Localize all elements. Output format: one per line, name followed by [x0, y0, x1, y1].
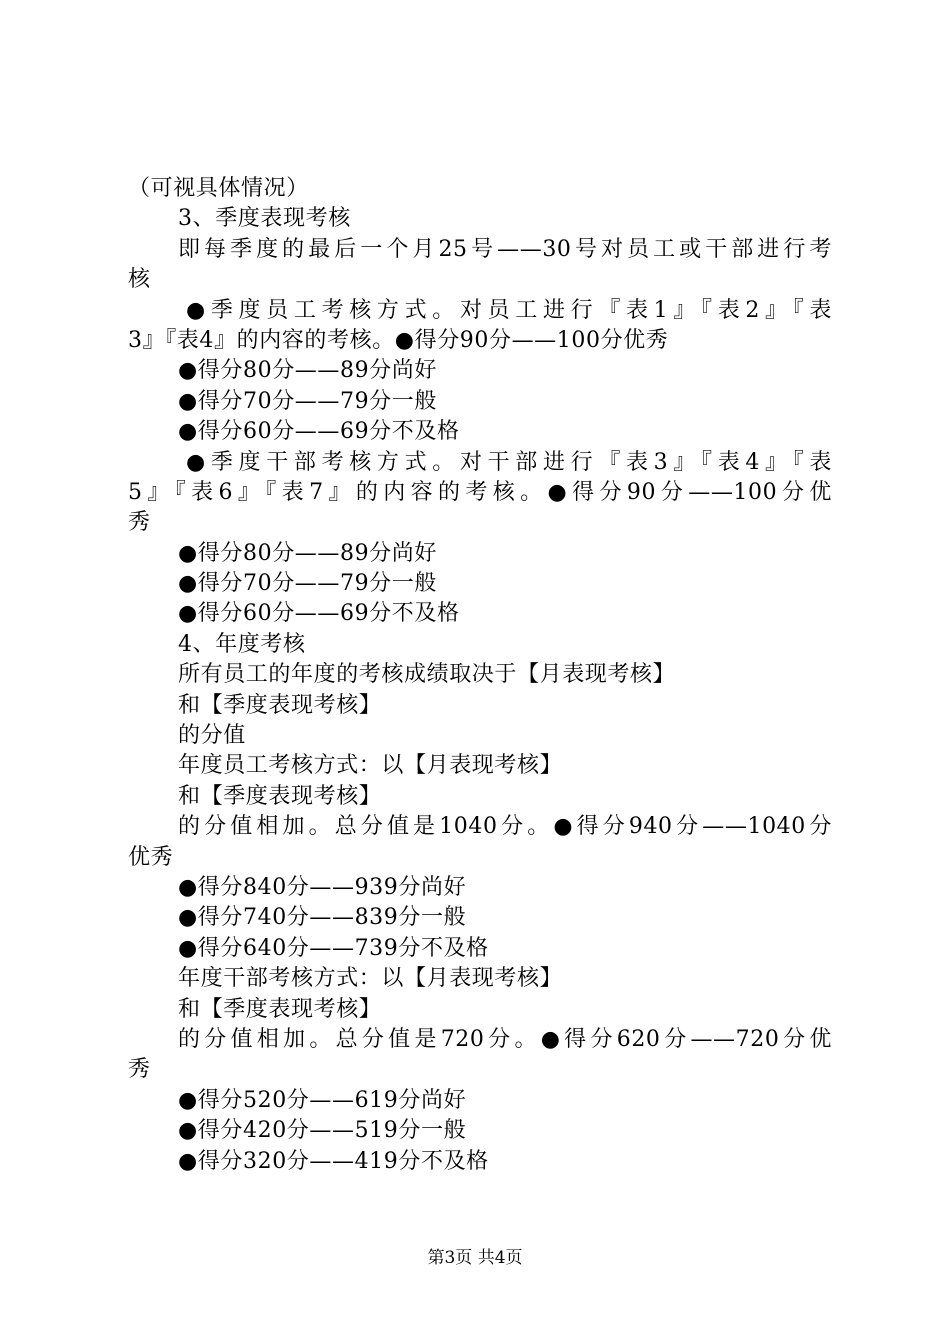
score-line: ●得分520分——619分尚好 [178, 1087, 467, 1113]
text-line: 所有员工的年度的考核成绩取决于【月表现考核】 [178, 662, 676, 688]
text-line: 年度干部考核方式：以【月表现考核】 [178, 966, 563, 992]
score-line: ●得分60分——69分不及格 [178, 419, 460, 445]
text-line: 和【季度表现考核】 [178, 996, 382, 1022]
score-line: ●得分70分——79分一般 [178, 571, 437, 597]
score-line: ●得分420分——519分一般 [178, 1118, 467, 1144]
text-line: 5』『表6』『表7』的内容的考核。●得分90分——100分优 [128, 479, 832, 505]
score-line: ●得分80分——89分尚好 [178, 540, 437, 566]
text-line: 即每季度的最后一个月25号——30号对员工或干部进行考 [178, 236, 832, 262]
section-heading: 3、季度表现考核 [178, 206, 351, 232]
score-line: ●得分80分——89分尚好 [178, 358, 437, 384]
score-line: ●得分640分——739分不及格 [178, 935, 489, 961]
score-line: ●得分60分——69分不及格 [178, 601, 460, 627]
text-line: 的分值 [178, 723, 246, 749]
section-heading: 4、年度考核 [178, 631, 306, 657]
score-line: ●得分740分——839分一般 [178, 905, 467, 931]
text-line: 核 [128, 267, 151, 293]
score-line: ●得分320分——419分不及格 [178, 1148, 489, 1174]
text-line: 和【季度表现考核】 [178, 783, 382, 809]
text-line: 优秀 [128, 844, 174, 870]
text-line: ●季度员工考核方式。对员工进行『表1』『表2』『表 [186, 297, 832, 323]
text-line: 秀 [128, 510, 151, 536]
text-line: ●季度干部考核方式。对干部进行『表3』『表4』『表 [186, 449, 832, 475]
text-line: 和【季度表现考核】 [178, 692, 382, 718]
score-line: ●得分840分——939分尚好 [178, 874, 467, 900]
text-line: 的分值相加。总分值是1040分。●得分940分——1040分 [178, 814, 832, 840]
text-line: 年度员工考核方式：以【月表现考核】 [178, 753, 563, 779]
text-line: 3』『表4』的内容的考核。●得分90分——100分优秀 [128, 327, 669, 353]
text-line: 的分值相加。总分值是720分。●得分620分——720分优 [178, 1026, 832, 1052]
score-line: ●得分70分——79分一般 [178, 388, 437, 414]
text-line: 秀 [128, 1057, 151, 1083]
page-footer: 第3页 共4页 [427, 1248, 523, 1268]
text-line: （可视具体情况） [128, 176, 309, 201]
document-body [128, 174, 832, 1177]
